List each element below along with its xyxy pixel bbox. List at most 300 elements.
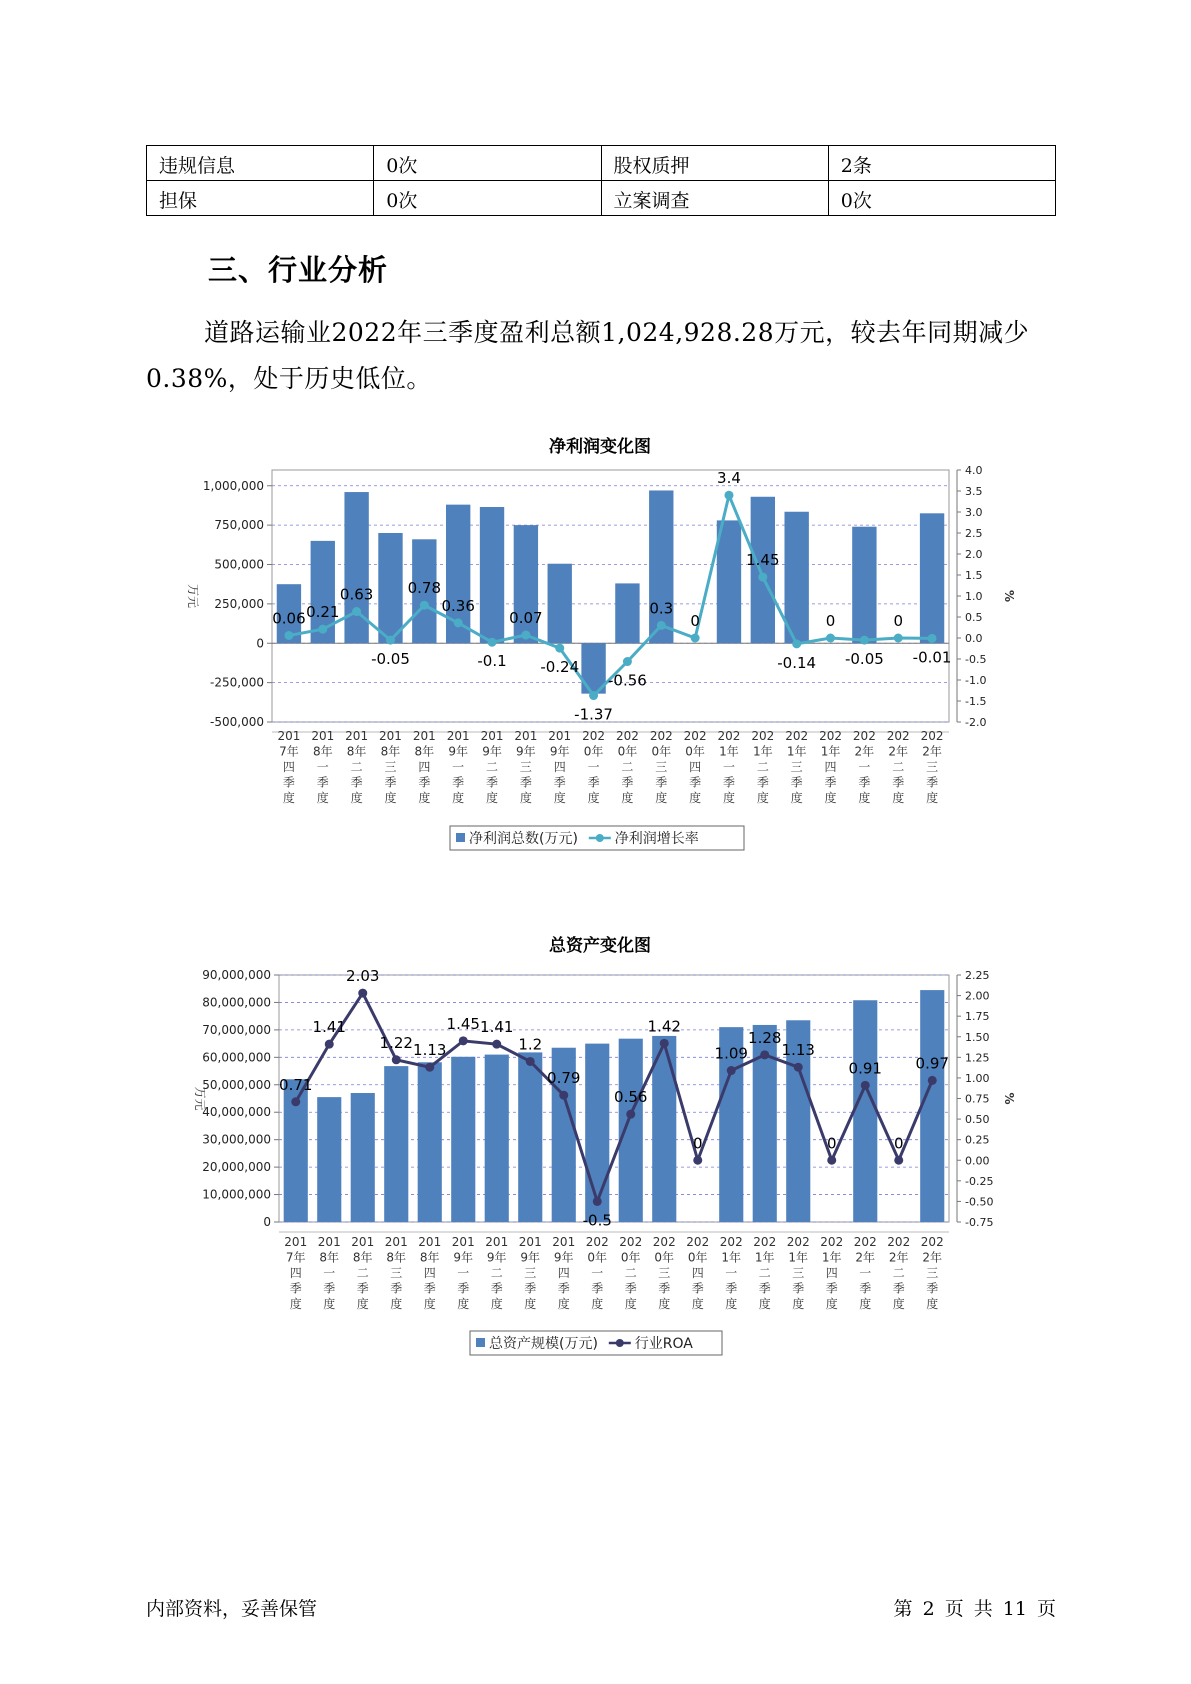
category-label: 202 xyxy=(887,1235,911,1249)
line-point xyxy=(488,638,497,647)
category-label: 三 xyxy=(655,760,668,774)
left-axis-tick-label: -500,000 xyxy=(210,715,264,729)
bar xyxy=(384,1066,408,1222)
category-label: 季 xyxy=(587,775,600,790)
category-label: 度 xyxy=(859,1297,872,1311)
category-label: 202 xyxy=(585,1235,609,1249)
category-label: 度 xyxy=(452,791,465,805)
line-point xyxy=(454,618,463,627)
category-label: 1年 xyxy=(821,1250,842,1265)
category-label: 0年 xyxy=(620,1250,641,1265)
category-label: 202 xyxy=(683,729,707,743)
category-label: 度 xyxy=(289,1297,302,1311)
line-data-label: 2.03 xyxy=(346,967,380,986)
category-label: 1年 xyxy=(721,1250,742,1265)
category-label: 季 xyxy=(524,1281,537,1296)
category-label: 四 xyxy=(824,760,837,774)
category-label: 度 xyxy=(282,791,295,805)
category-label: 一 xyxy=(316,760,329,774)
line-point xyxy=(760,1050,769,1059)
category-label: 度 xyxy=(587,791,600,805)
category-label: 季 xyxy=(452,775,465,790)
left-axis-tick-label: 30,000,000 xyxy=(202,1132,271,1147)
category-label: 202 xyxy=(819,729,842,743)
category-label: 度 xyxy=(689,791,702,805)
category-label: 8年 xyxy=(312,744,333,759)
category-label: 二 xyxy=(624,1266,637,1280)
category-label: 季 xyxy=(390,1281,403,1296)
line-point xyxy=(386,636,395,645)
category-label: 度 xyxy=(824,791,837,805)
category-label: 201 xyxy=(412,729,436,743)
right-axis-title: % xyxy=(1002,589,1016,603)
bar xyxy=(418,1062,442,1222)
line-point xyxy=(392,1055,401,1064)
line-point xyxy=(894,1156,903,1165)
footer-confidential-note: 内部资料，妥善保管 xyxy=(146,1598,318,1620)
net-profit-chart xyxy=(0,460,1191,880)
table-cell: 0次 xyxy=(828,181,1055,216)
line-point xyxy=(623,657,632,666)
category-label: 9年 xyxy=(553,1250,574,1265)
left-axis-tick-label: 50,000,000 xyxy=(202,1077,271,1092)
category-label: 0年 xyxy=(583,744,604,759)
category-label: 季 xyxy=(824,775,837,790)
left-axis-tick-label: 500,000 xyxy=(214,557,264,572)
line-data-label: 0.21 xyxy=(306,603,340,622)
line-point xyxy=(657,621,666,630)
category-label: 季 xyxy=(591,1281,604,1296)
category-label: 二 xyxy=(350,760,363,774)
category-label: 度 xyxy=(825,1297,838,1311)
category-label: 度 xyxy=(457,1297,470,1311)
category-label: 季 xyxy=(756,775,769,790)
category-label: 202 xyxy=(920,1235,944,1249)
left-axis-title: 万元 xyxy=(186,583,200,609)
line-point xyxy=(459,1036,468,1045)
category-label: 度 xyxy=(557,1297,570,1311)
category-label: 201 xyxy=(451,1235,475,1249)
category-label: 201 xyxy=(418,1235,442,1249)
line-data-label: -0.05 xyxy=(844,650,884,669)
category-label: 0年 xyxy=(617,744,638,759)
category-label: 二 xyxy=(490,1266,503,1280)
legend-line-label: 净利润增长率 xyxy=(614,831,699,847)
category-label: 202 xyxy=(751,729,775,743)
left-axis-tick-label: 80,000,000 xyxy=(202,995,271,1010)
category-label: 1年 xyxy=(820,744,841,759)
line-point xyxy=(827,1156,836,1165)
left-axis-tick-label: 90,000,000 xyxy=(202,968,271,982)
category-label: 二 xyxy=(486,760,499,774)
line-point xyxy=(894,634,903,643)
category-label: 季 xyxy=(725,1281,738,1296)
line-point xyxy=(589,691,598,700)
category-label: 9年 xyxy=(516,744,536,759)
category-label: 季 xyxy=(790,775,803,790)
line-data-label: 1.45 xyxy=(446,1014,480,1033)
bar xyxy=(920,513,944,643)
line-point xyxy=(660,1039,669,1048)
category-label: 一 xyxy=(323,1266,336,1280)
category-label: 度 xyxy=(792,1297,805,1311)
right-axis-tick-label: 3.0 xyxy=(965,506,983,519)
bar xyxy=(585,1044,609,1222)
line-point xyxy=(626,1110,635,1119)
info-table xyxy=(146,145,1056,216)
left-axis-tick-label: -250,000 xyxy=(210,675,264,690)
category-label: 季 xyxy=(553,775,566,790)
category-label: 202 xyxy=(920,729,944,743)
right-axis-tick-label: -2.0 xyxy=(965,716,987,729)
right-axis-tick-label: 3.5 xyxy=(965,485,983,498)
right-axis-tick-label: 2.25 xyxy=(965,969,990,982)
right-axis-tick-label: -1.0 xyxy=(965,674,987,687)
category-label: 二 xyxy=(356,1266,369,1280)
category-label: 度 xyxy=(926,791,939,805)
category-label: 季 xyxy=(825,1281,838,1296)
left-axis-tick-label: 70,000,000 xyxy=(202,1022,271,1037)
category-label: 2年 xyxy=(922,744,942,759)
category-label: 一 xyxy=(859,1266,872,1280)
category-label: 度 xyxy=(524,1297,537,1311)
line-data-label: 1.22 xyxy=(379,1033,413,1052)
category-label: 度 xyxy=(621,791,634,805)
table-cell: 0次 xyxy=(374,181,601,216)
left-axis-title: 万元 xyxy=(193,1086,207,1111)
category-label: 9年 xyxy=(486,1250,507,1265)
category-label: 0年 xyxy=(685,744,705,759)
line-data-label: 0.56 xyxy=(614,1088,648,1107)
table-cell: 担保 xyxy=(147,181,374,216)
category-label: 二 xyxy=(892,1266,905,1280)
category-label: 度 xyxy=(384,791,397,805)
bar xyxy=(619,1039,643,1222)
category-label: 四 xyxy=(557,1266,570,1280)
category-label: 一 xyxy=(591,1266,604,1280)
line-point xyxy=(420,601,429,610)
category-label: 202 xyxy=(853,1235,877,1249)
category-label: 季 xyxy=(655,775,668,790)
category-label: 季 xyxy=(722,775,735,790)
left-axis-tick-label: 20,000,000 xyxy=(202,1160,271,1175)
category-label: 一 xyxy=(722,760,735,774)
right-axis-tick-label: 1.25 xyxy=(965,1051,990,1065)
category-label: 三 xyxy=(790,760,803,774)
category-label: 季 xyxy=(892,775,905,790)
left-axis-tick-label: 750,000 xyxy=(214,518,264,533)
bar xyxy=(548,564,572,644)
bar xyxy=(615,583,639,643)
category-label: 8年 xyxy=(414,744,435,759)
category-label: 7年 xyxy=(285,1250,306,1265)
category-label: 度 xyxy=(316,791,329,805)
line-data-label: 0.07 xyxy=(509,609,543,628)
right-axis-tick-label: -0.25 xyxy=(965,1174,994,1188)
line-point xyxy=(358,989,367,998)
category-label: 四 xyxy=(691,1266,704,1280)
left-axis-tick-label: 1,000,000 xyxy=(202,478,264,493)
line-point xyxy=(724,491,733,500)
bar xyxy=(852,527,876,644)
category-label: 度 xyxy=(790,791,803,805)
category-label: 度 xyxy=(655,791,668,805)
category-label: 季 xyxy=(323,1281,336,1296)
category-label: 2年 xyxy=(888,1250,909,1265)
category-label: 季 xyxy=(490,1281,503,1296)
category-label: 201 xyxy=(480,729,504,743)
category-label: 季 xyxy=(858,775,871,790)
category-label: 202 xyxy=(820,1235,844,1249)
line-data-label: -0.56 xyxy=(608,671,647,690)
category-label: 201 xyxy=(317,1235,341,1249)
right-axis-tick-label: -1.5 xyxy=(965,695,987,708)
line-point xyxy=(860,636,869,645)
line-point xyxy=(758,573,767,582)
category-label: 四 xyxy=(423,1266,436,1280)
line-data-label: 1.45 xyxy=(746,551,780,570)
category-label: 8年 xyxy=(346,744,367,759)
category-label: 201 xyxy=(446,729,470,743)
table-cell: 2条 xyxy=(828,146,1055,181)
line-point xyxy=(794,1063,803,1072)
category-label: 202 xyxy=(615,729,639,743)
category-label: 度 xyxy=(323,1297,336,1311)
right-axis-tick-label: 2.00 xyxy=(965,989,990,1003)
line-data-label: -0.24 xyxy=(540,658,580,677)
line-data-label: -0.05 xyxy=(371,650,410,669)
bar xyxy=(451,1057,475,1222)
right-axis-tick-label: 4.0 xyxy=(965,464,983,477)
bar xyxy=(751,497,775,643)
line-data-label: 0 xyxy=(893,612,903,630)
category-label: 2年 xyxy=(854,744,875,759)
category-label: 季 xyxy=(486,775,499,790)
legend-bar-swatch xyxy=(456,833,465,842)
legend-line-marker xyxy=(596,834,604,842)
line-point xyxy=(691,634,700,643)
right-axis-tick-label: -0.5 xyxy=(965,653,987,666)
category-label: 度 xyxy=(423,1297,436,1311)
category-label: 二 xyxy=(758,1266,771,1280)
line-data-label: -0.01 xyxy=(912,648,952,667)
category-label: 三 xyxy=(390,1266,403,1280)
line-data-label: 0 xyxy=(825,612,836,630)
category-label: 度 xyxy=(756,791,769,805)
category-label: 201 xyxy=(384,1235,408,1249)
category-label: 一 xyxy=(587,760,600,774)
category-label: 201 xyxy=(548,729,572,743)
category-label: 度 xyxy=(490,1297,503,1311)
category-label: 202 xyxy=(619,1235,643,1249)
category-label: 三 xyxy=(658,1266,671,1280)
line-data-label: 3.4 xyxy=(717,469,741,488)
category-label: 201 xyxy=(277,729,301,743)
category-label: 202 xyxy=(652,1235,676,1249)
bar xyxy=(378,533,402,643)
line-data-label: 0.97 xyxy=(915,1054,949,1073)
line-point xyxy=(928,634,937,643)
category-label: 9年 xyxy=(549,744,570,759)
category-label: 二 xyxy=(892,760,905,774)
right-axis-tick-label: 1.5 xyxy=(965,569,983,582)
line-point xyxy=(352,607,361,616)
category-label: 季 xyxy=(792,1281,805,1296)
chart-title-net-profit: 净利润变化图 xyxy=(549,437,651,457)
category-label: 202 xyxy=(886,729,910,743)
right-axis-tick-label: 1.00 xyxy=(965,1071,990,1085)
line-data-label: 0.36 xyxy=(441,596,475,615)
category-label: 季 xyxy=(926,775,939,790)
category-label: 1年 xyxy=(788,1250,809,1265)
category-label: 季 xyxy=(384,775,397,790)
category-label: 度 xyxy=(725,1297,738,1311)
table-row xyxy=(147,146,1056,181)
category-label: 9年 xyxy=(453,1250,474,1265)
category-label: 度 xyxy=(658,1297,671,1311)
line-point xyxy=(521,631,530,640)
category-label: 201 xyxy=(514,729,538,743)
line-point xyxy=(593,1197,602,1206)
category-label: 度 xyxy=(691,1297,704,1311)
category-label: 202 xyxy=(649,729,673,743)
category-label: 1年 xyxy=(719,744,739,759)
category-label: 度 xyxy=(486,791,499,805)
line-data-label: 0.78 xyxy=(407,579,442,598)
legend-bar-label: 净利润总数(万元) xyxy=(469,831,578,847)
line-point xyxy=(826,634,835,643)
category-label: 季 xyxy=(356,1281,369,1296)
category-label: 度 xyxy=(624,1297,637,1311)
line-point xyxy=(325,1040,334,1049)
left-axis-tick-label: 0 xyxy=(263,1215,271,1229)
category-label: 三 xyxy=(792,1266,805,1280)
category-label: 季 xyxy=(457,1281,470,1296)
category-label: 2年 xyxy=(855,1250,876,1265)
bar xyxy=(853,1000,877,1222)
category-label: 季 xyxy=(316,775,329,790)
line-data-label: 0.71 xyxy=(279,1075,313,1094)
line-point xyxy=(318,625,327,634)
table-cell: 立案调查 xyxy=(601,181,828,216)
right-axis-tick-label: 0.5 xyxy=(965,611,983,624)
bar xyxy=(649,490,673,643)
category-label: 8年 xyxy=(352,1250,373,1265)
line-data-label: 1.13 xyxy=(781,1041,815,1060)
category-label: 季 xyxy=(289,1281,302,1296)
footer-page-number: 第 2 页 共 11 页 xyxy=(893,1598,1056,1620)
line-point xyxy=(291,1097,300,1106)
category-label: 三 xyxy=(384,760,397,774)
category-label: 一 xyxy=(725,1266,738,1280)
left-axis-tick-label: 10,000,000 xyxy=(202,1187,271,1202)
category-label: 季 xyxy=(282,775,295,790)
category-label: 0年 xyxy=(654,1250,675,1265)
category-label: 度 xyxy=(553,791,566,805)
category-label: 度 xyxy=(892,1297,905,1311)
category-label: 201 xyxy=(379,729,402,743)
category-label: 季 xyxy=(758,1281,771,1296)
right-axis-tick-label: 1.0 xyxy=(965,590,983,603)
category-label: 202 xyxy=(582,729,606,743)
category-label: 202 xyxy=(753,1235,777,1249)
table-cell: 0次 xyxy=(374,146,601,181)
line-data-label: 1.28 xyxy=(748,1028,782,1047)
line-data-label: 0.79 xyxy=(547,1069,581,1088)
category-label: 9年 xyxy=(520,1250,541,1265)
category-label: 202 xyxy=(785,729,809,743)
line-point xyxy=(284,631,293,640)
legend-line-label: 行业ROA xyxy=(634,1336,693,1352)
left-axis-tick-label: 250,000 xyxy=(214,596,264,611)
line-point xyxy=(693,1156,702,1165)
category-label: 三 xyxy=(519,760,532,774)
line-point xyxy=(555,644,564,653)
category-label: 2年 xyxy=(888,744,909,759)
category-label: 四 xyxy=(289,1266,302,1280)
category-label: 度 xyxy=(390,1297,403,1311)
line-point xyxy=(492,1040,501,1049)
left-axis-tick-label: 0 xyxy=(256,636,264,651)
category-label: 201 xyxy=(345,729,369,743)
category-label: 季 xyxy=(519,775,532,790)
category-label: 201 xyxy=(284,1235,308,1249)
right-axis-tick-label: -0.75 xyxy=(965,1216,994,1229)
category-label: 201 xyxy=(552,1235,576,1249)
category-label: 度 xyxy=(519,791,532,805)
category-label: 201 xyxy=(485,1235,509,1249)
line-data-label: 0 xyxy=(826,1134,837,1153)
line-data-label: 0.3 xyxy=(649,599,674,618)
section-heading: 三、行业分析 xyxy=(208,253,389,287)
legend-bar-swatch xyxy=(476,1338,485,1347)
right-axis-tick-label: -0.50 xyxy=(965,1195,994,1209)
category-label: 8年 xyxy=(419,1250,440,1265)
line-data-label: 0 xyxy=(690,612,700,630)
category-label: 三 xyxy=(926,760,939,774)
category-label: 度 xyxy=(722,791,735,805)
category-label: 8年 xyxy=(386,1250,407,1265)
category-label: 季 xyxy=(624,1281,637,1296)
line-data-label: 0.06 xyxy=(272,609,306,628)
category-label: 1年 xyxy=(786,744,807,759)
line-data-label: 1.42 xyxy=(647,1017,681,1036)
category-label: 季 xyxy=(423,1281,436,1296)
line-data-label: 1.09 xyxy=(714,1044,748,1063)
category-label: 季 xyxy=(892,1281,905,1296)
left-axis-tick-label: 40,000,000 xyxy=(202,1105,271,1120)
category-label: 度 xyxy=(418,791,431,805)
left-axis-tick-label: 60,000,000 xyxy=(202,1050,271,1065)
category-label: 202 xyxy=(717,729,741,743)
bar xyxy=(717,520,741,643)
category-label: 季 xyxy=(557,1281,570,1296)
category-label: 三 xyxy=(926,1266,939,1280)
line-point xyxy=(727,1066,736,1075)
legend-bar-label: 总资产规模(万元) xyxy=(489,1336,598,1352)
category-label: 202 xyxy=(786,1235,810,1249)
category-label: 202 xyxy=(686,1235,710,1249)
line-data-label: 1.41 xyxy=(480,1018,514,1037)
category-label: 一 xyxy=(452,760,465,774)
category-label: 0年 xyxy=(651,744,672,759)
category-label: 201 xyxy=(311,729,335,743)
line-data-label: 1.2 xyxy=(518,1035,543,1054)
legend-line-marker xyxy=(616,1339,624,1347)
line-point xyxy=(526,1057,535,1066)
category-label: 季 xyxy=(418,775,431,790)
category-label: 季 xyxy=(621,775,634,790)
